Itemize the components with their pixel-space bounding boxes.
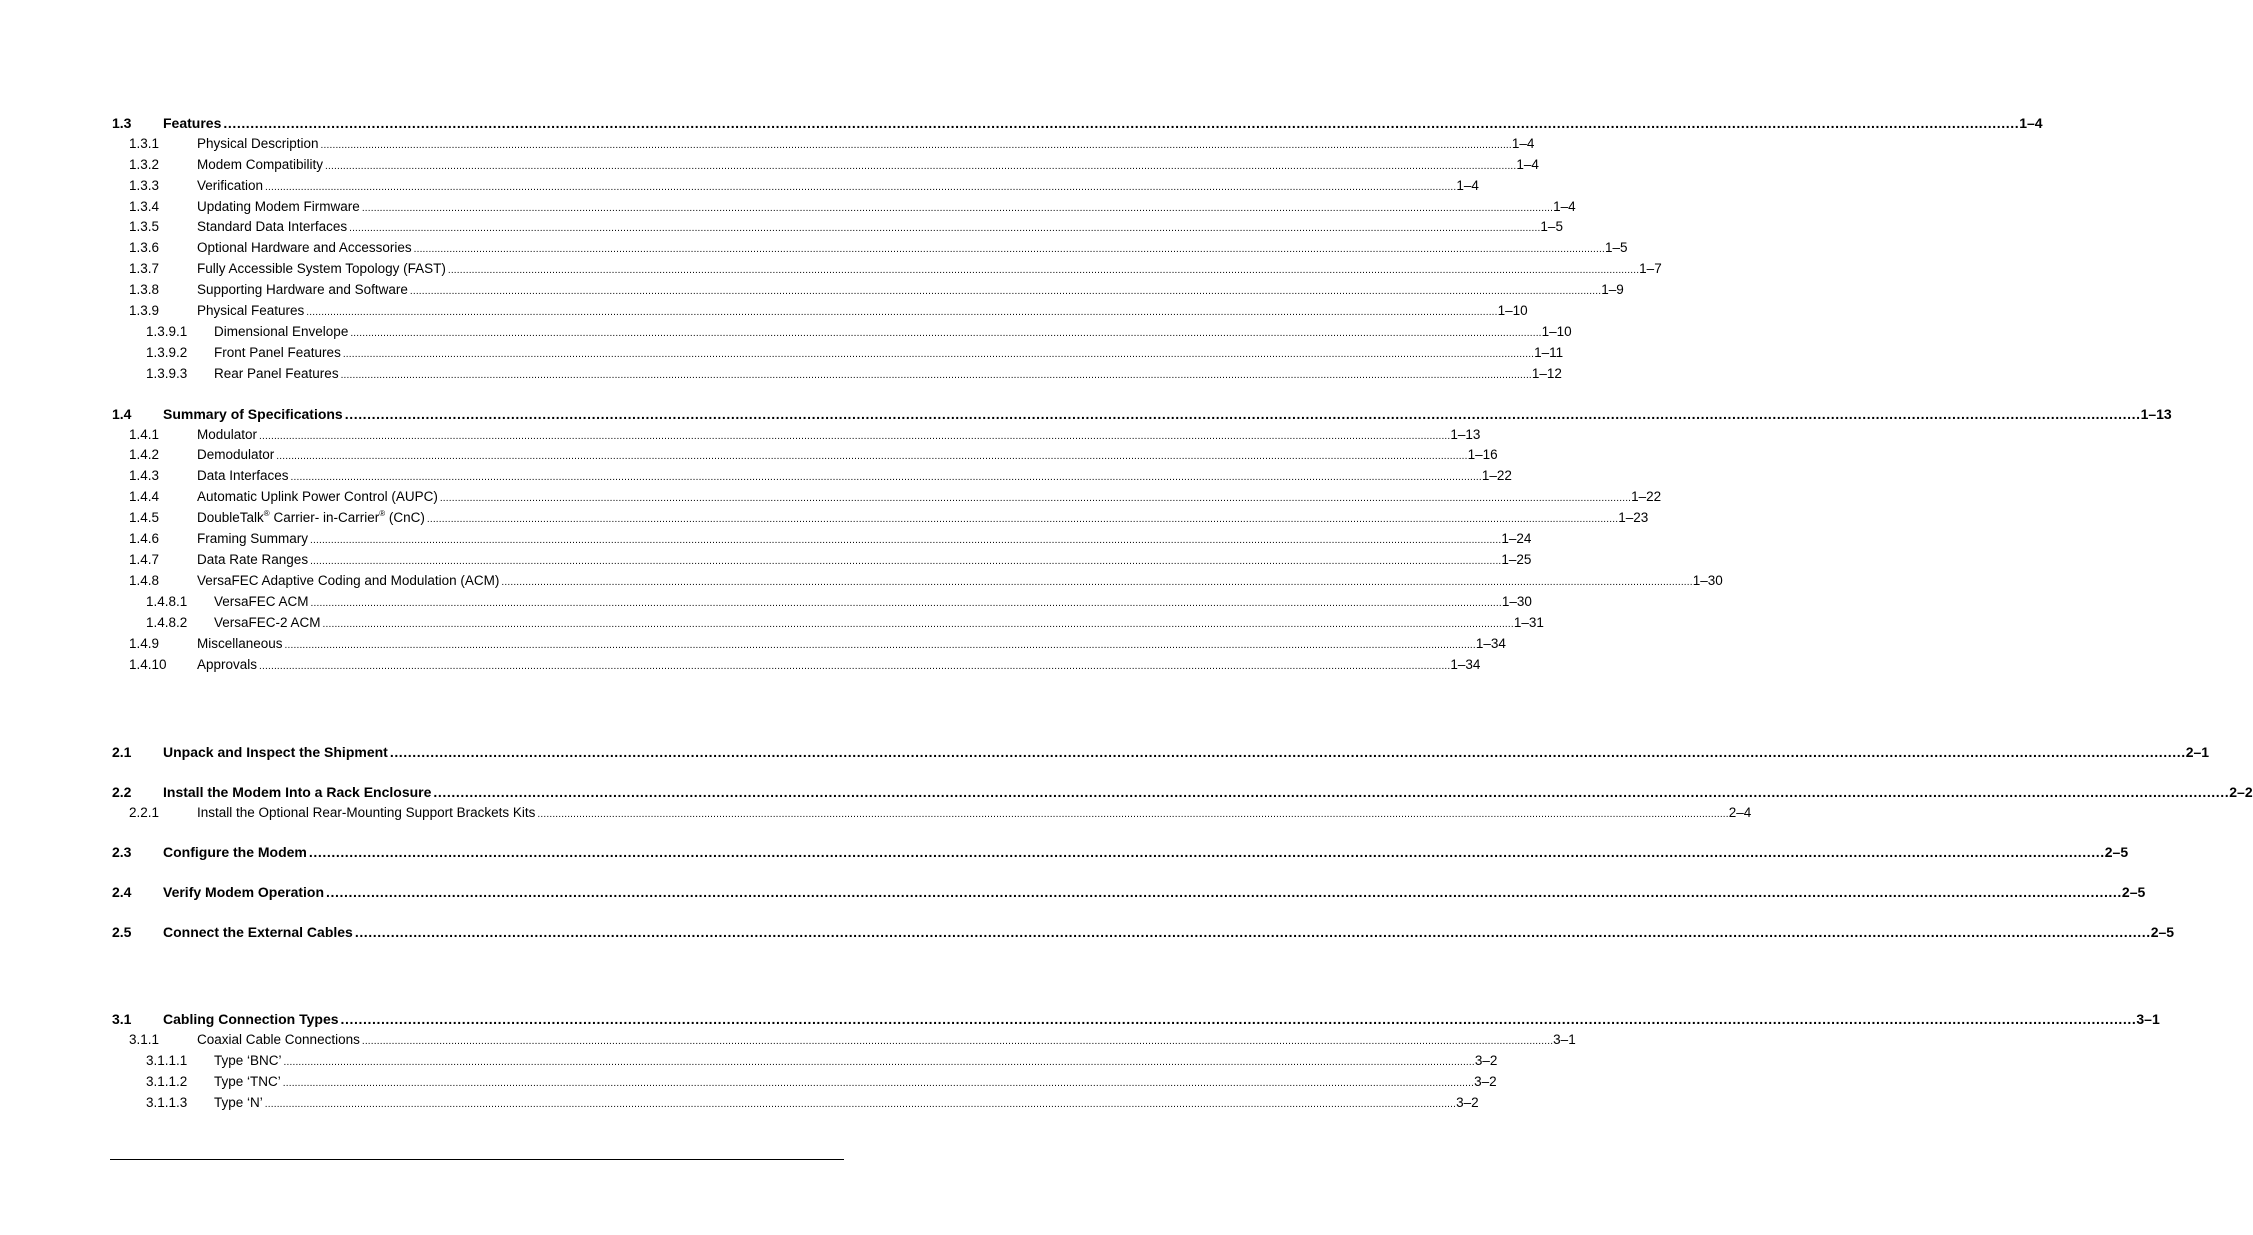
toc-entry-page: 1–10 <box>1541 324 1572 339</box>
toc-entry-number: 1.4.2 <box>129 447 160 462</box>
toc-leader-dots: ................................................................................................................................................................................................................................................................................................................................................................................................................ <box>340 370 1532 381</box>
toc-leader-dots: ................................................................................................................................................................................................................................................................................................................................................................................................................ <box>342 349 1535 360</box>
toc-leader-dots: ................................................................................................................................................................................................................................................................................................................................................................................................................ <box>344 406 2141 422</box>
toc-entry-title[interactable]: Install the Optional Rear-Mounting Support Brackets Kits <box>197 805 536 820</box>
toc-leader-dots: ................................................................................................................................................................................................................................................................................................................................................................................................................ <box>426 514 1619 525</box>
toc-leader-dots: ................................................................................................................................................................................................................................................................................................................................................................................................................ <box>306 307 1498 318</box>
toc-entry-title[interactable]: Configure the Modem <box>163 844 307 860</box>
toc-entry-title[interactable]: Standard Data Interfaces <box>197 219 348 234</box>
toc-entry-title[interactable]: Framing Summary <box>197 531 309 546</box>
toc-entry-number: 1.3.9 <box>129 303 160 318</box>
toc-entry[interactable] <box>0 655 1481 675</box>
toc-entry-title[interactable]: Type ‘N’ <box>214 1095 263 1110</box>
toc-entry[interactable] <box>0 238 1628 258</box>
toc-entry[interactable] <box>0 634 1506 654</box>
toc-entry[interactable] <box>0 301 1528 321</box>
toc-entry-title[interactable]: Coaxial Cable Connections <box>197 1032 360 1047</box>
toc-entry-title[interactable]: Rear Panel Features <box>214 366 339 381</box>
toc-entry-number: 1.3.9.2 <box>146 345 188 360</box>
toc-entry[interactable] <box>0 782 2253 802</box>
toc-entry-title[interactable]: Updating Modem Firmware <box>197 199 360 214</box>
toc-entry-title[interactable]: Miscellaneous <box>197 636 283 651</box>
toc-leader-dots: ................................................................................................................................................................................................................................................................................................................................................................................................................ <box>310 535 1502 546</box>
toc-entry-number: 1.4.5 <box>129 510 160 525</box>
toc-entry-page: 2–5 <box>2121 884 2146 900</box>
toc-entry-title[interactable]: Cabling Connection Types <box>163 1011 339 1027</box>
toc-entry-title[interactable]: Verify Modem Operation <box>163 884 325 900</box>
toc-entry[interactable] <box>0 364 1562 384</box>
toc-leader-dots: ................................................................................................................................................................................................................................................................................................................................................................................................................ <box>501 577 1693 588</box>
toc-entry-number: 1.3 <box>112 115 132 131</box>
toc-entry-page: 1–4 <box>1516 157 1539 172</box>
toc-leader-dots: ................................................................................................................................................................................................................................................................................................................................................................................................................ <box>264 1099 1457 1110</box>
toc-leader-dots: ................................................................................................................................................................................................................................................................................................................................................................................................................ <box>326 884 2122 900</box>
toc-entry[interactable] <box>0 803 1752 823</box>
toc-entry[interactable] <box>0 1009 2160 1029</box>
toc-entry-page: 2–1 <box>2185 744 2210 760</box>
toc-leader-dots: ................................................................................................................................................................................................................................................................................................................................................................................................................ <box>322 619 1514 630</box>
toc-entry-number: 3.1.1.3 <box>146 1095 188 1110</box>
toc-leader-dots: ................................................................................................................................................................................................................................................................................................................................................................................................................ <box>223 115 2020 131</box>
toc-entry[interactable] <box>0 466 1512 486</box>
toc-entry-number: 1.4.10 <box>129 657 167 672</box>
toc-entry-number: 3.1 <box>112 1011 132 1027</box>
toc-entry-number: 2.2.1 <box>129 805 160 820</box>
toc-entry[interactable] <box>0 550 1532 570</box>
toc-entry-number: 2.5 <box>112 924 132 940</box>
toc-leader-dots: ................................................................................................................................................................................................................................................................................................................................................................................................................ <box>361 203 1554 214</box>
toc-leader-dots: ................................................................................................................................................................................................................................................................................................................................................................................................................ <box>310 556 1502 567</box>
toc-entry[interactable] <box>0 842 2129 862</box>
toc-entry-page: 1–4 <box>2019 115 2043 131</box>
toc-entry-page: 1–7 <box>1639 261 1662 276</box>
toc-entry-title[interactable]: Unpack and Inspect the Shipment <box>163 744 388 760</box>
toc-entry-number: 2.2 <box>112 784 132 800</box>
toc-entry[interactable] <box>0 113 2043 133</box>
toc-entry[interactable] <box>0 425 1481 445</box>
toc-entry-number: 1.4.8.1 <box>146 594 188 609</box>
toc-entry[interactable] <box>0 592 1532 612</box>
toc-entry[interactable] <box>0 259 1662 279</box>
toc-leader-dots: ................................................................................................................................................................................................................................................................................................................................................................................................................ <box>409 286 1602 297</box>
toc-entry-title[interactable]: Modulator <box>197 427 258 442</box>
toc-entry[interactable] <box>0 155 1539 175</box>
toc-entry-number: 1.4.4 <box>129 489 160 504</box>
toc-entry[interactable] <box>0 197 1576 217</box>
toc-entry[interactable] <box>0 176 1479 196</box>
toc-entry-number: 1.4.6 <box>129 531 160 546</box>
toc-entry-page: 1–23 <box>1618 510 1649 525</box>
toc-entry-page: 1–16 <box>1467 447 1498 462</box>
toc-entry-number: 3.1.1.2 <box>146 1074 188 1089</box>
toc-entry[interactable] <box>0 1093 1479 1113</box>
toc-entry-page: 3–2 <box>1456 1095 1479 1110</box>
toc-entry-number: 2.4 <box>112 884 132 900</box>
toc-entry-page: 1–5 <box>1604 240 1628 255</box>
toc-entry[interactable] <box>0 134 1535 154</box>
toc-leader-dots: ................................................................................................................................................................................................................................................................................................................................................................................................................ <box>447 265 1640 276</box>
toc-entry-title[interactable]: Install the Modem Into a Rack Enclosure <box>163 784 432 800</box>
toc-entry[interactable] <box>0 529 1532 549</box>
toc-entry-page: 1–25 <box>1501 552 1532 567</box>
toc-leader-dots: ................................................................................................................................................................................................................................................................................................................................................................................................................ <box>290 472 1482 483</box>
toc-entry[interactable] <box>0 445 1498 465</box>
toc-leader-dots: ................................................................................................................................................................................................................................................................................................................................................................................................................ <box>537 809 1729 820</box>
toc-entry-title[interactable]: Verification <box>197 178 264 193</box>
toc-entry-title[interactable]: Front Panel Features <box>214 345 341 360</box>
toc-entry[interactable] <box>0 922 2175 942</box>
toc-entry[interactable] <box>0 343 1564 363</box>
toc-entry-title[interactable]: DoubleTalk® Carrier- in-Carrier® (CnC) <box>197 508 425 525</box>
toc-entry[interactable] <box>0 1030 1576 1050</box>
toc-entry[interactable] <box>0 322 1572 342</box>
toc-entry-number: 3.1.1.1 <box>146 1053 188 1068</box>
toc-entry-page: 3–1 <box>1553 1032 1576 1047</box>
toc-entry-title[interactable]: Approvals <box>197 657 258 672</box>
toc-entry-title[interactable]: Supporting Hardware and Software <box>197 282 408 297</box>
toc-entry[interactable] <box>0 508 1649 528</box>
toc-entry-page: 2–5 <box>2150 924 2175 940</box>
toc-leader-dots: ................................................................................................................................................................................................................................................................................................................................................................................................................ <box>282 1078 1475 1089</box>
toc-entry[interactable] <box>0 404 2172 424</box>
toc-entry-page: 1–4 <box>1511 136 1535 151</box>
toc-entry-title[interactable]: Features <box>163 115 222 131</box>
toc-entry-title[interactable]: Data Interfaces <box>197 468 289 483</box>
toc-leader-dots: ................................................................................................................................................................................................................................................................................................................................................................................................................ <box>283 1057 1475 1068</box>
toc-entry-number: 1.3.3 <box>129 178 160 193</box>
toc-entry[interactable] <box>0 217 1563 237</box>
toc-leader-dots: ................................................................................................................................................................................................................................................................................................................................................................................................................ <box>265 182 1457 193</box>
toc-leader-dots: ................................................................................................................................................................................................................................................................................................................................................................................................................ <box>308 844 2105 860</box>
toc-entry-title[interactable]: Type ‘BNC’ <box>214 1053 282 1068</box>
toc-entry-number: 1.4.3 <box>129 468 160 483</box>
toc-entry-page: 1–5 <box>1540 219 1563 234</box>
toc-entry-title[interactable]: Physical Description <box>197 136 319 151</box>
toc-entry-title[interactable]: VersaFEC ACM <box>214 594 309 609</box>
toc-entry-title[interactable]: Dimensional Envelope <box>214 324 349 339</box>
toc-entry[interactable] <box>0 571 1723 591</box>
toc-entry-page: 1–22 <box>1631 489 1662 504</box>
footer-rule <box>110 1159 844 1160</box>
toc-entry-number: 1.4.7 <box>129 552 160 567</box>
toc-entry-title[interactable]: Type ‘TNC’ <box>214 1074 281 1089</box>
toc-entry-title[interactable]: Fully Accessible System Topology (FAST) <box>197 261 446 276</box>
toc-entry-number: 1.3.4 <box>129 199 160 214</box>
toc-leader-dots: ................................................................................................................................................................................................................................................................................................................................................................................................................ <box>439 493 1632 504</box>
toc-entry-title[interactable]: Data Rate Ranges <box>197 552 309 567</box>
toc-entry-page: 1–34 <box>1475 636 1506 651</box>
toc-entry-title[interactable]: Physical Features <box>197 303 305 318</box>
toc-entry-title[interactable]: Demodulator <box>197 447 275 462</box>
toc-entry-page: 1–34 <box>1450 657 1481 672</box>
toc-entry-page: 1–10 <box>1497 303 1528 318</box>
toc-entry-page: 1–4 <box>1553 199 1576 214</box>
toc-entry-title[interactable]: Optional Hardware and Accessories <box>197 240 412 255</box>
toc-entry-page: 1–30 <box>1692 573 1723 588</box>
toc-entry-title[interactable]: VersaFEC Adaptive Coding and Modulation (ACM) <box>197 573 500 588</box>
toc-leader-dots: ................................................................................................................................................................................................................................................................................................................................................................................................................ <box>259 661 1451 672</box>
toc-entry-page: 2–5 <box>2104 844 2129 860</box>
toc-entry-number: 1.3.7 <box>129 261 160 276</box>
toc-entry-page: 1–9 <box>1601 282 1624 297</box>
toc-entry-page: 3–2 <box>1474 1053 1498 1068</box>
toc-entry-number: 1.4.9 <box>129 636 160 651</box>
toc-leader-dots: ................................................................................................................................................................................................................................................................................................................................................................................................................ <box>310 598 1502 609</box>
toc-entry[interactable] <box>0 882 2146 902</box>
toc-entry-title[interactable]: Connect the External Cables <box>163 924 353 940</box>
toc-entry[interactable] <box>0 280 1624 300</box>
toc-entry-number: 1.3.2 <box>129 157 160 172</box>
toc-entry-page: 1–13 <box>2140 406 2172 422</box>
toc-leader-dots: ................................................................................................................................................................................................................................................................................................................................................................................................................ <box>350 328 1542 339</box>
toc-entry[interactable] <box>0 487 1662 507</box>
toc-entry-number: 1.3.9.1 <box>146 324 188 339</box>
toc-leader-dots: ................................................................................................................................................................................................................................................................................................................................................................................................................ <box>349 223 1541 234</box>
toc-entry-number: 1.3.6 <box>129 240 160 255</box>
toc-entry-page: 1–24 <box>1501 531 1532 546</box>
toc-entry-number: 1.4 <box>112 406 132 422</box>
toc-entry[interactable] <box>0 742 2210 762</box>
toc-entry-page: 1–4 <box>1456 178 1479 193</box>
toc-entry-number: 1.3.9.3 <box>146 366 188 381</box>
toc-leader-dots: ................................................................................................................................................................................................................................................................................................................................................................................................................ <box>259 431 1451 442</box>
toc-entry-number: 2.3 <box>112 844 132 860</box>
toc-entry-page: 1–31 <box>1513 615 1544 630</box>
toc-leader-dots: ................................................................................................................................................................................................................................................................................................................................................................................................................ <box>389 744 2186 760</box>
toc-entry-title[interactable]: Summary of Specifications <box>163 406 343 422</box>
toc-entry-page: 1–22 <box>1481 468 1512 483</box>
toc-entry-title[interactable]: Automatic Uplink Power Control (AUPC) <box>197 489 438 504</box>
toc-entry-number: 1.4.8 <box>129 573 160 588</box>
toc-leader-dots: ................................................................................................................................................................................................................................................................................................................................................................................................................ <box>284 640 1476 651</box>
toc-entry-page: 3–1 <box>2136 1011 2160 1027</box>
toc-entry[interactable] <box>0 613 1544 633</box>
toc-entry-number: 1.3.8 <box>129 282 160 297</box>
toc-entry[interactable] <box>0 1051 1498 1071</box>
toc-entry-number: 1.4.8.2 <box>146 615 188 630</box>
toc-leader-dots: ................................................................................................................................................................................................................................................................................................................................................................................................................ <box>361 1036 1554 1047</box>
toc-entry-page: 1–13 <box>1450 427 1481 442</box>
toc-leader-dots: ................................................................................................................................................................................................................................................................................................................................................................................................................ <box>340 1011 2137 1027</box>
toc-entry-page: 1–11 <box>1534 345 1564 360</box>
toc-entry[interactable] <box>0 1072 1497 1092</box>
toc-entry-number: 1.3.1 <box>129 136 160 151</box>
toc-entry-page: 2–2 <box>2229 784 2253 800</box>
toc-entry-number: 2.1 <box>112 744 132 760</box>
toc-entry-number: 3.1.1 <box>129 1032 160 1047</box>
toc-entry-number: 1.4.1 <box>129 427 160 442</box>
toc-leader-dots: ................................................................................................................................................................................................................................................................................................................................................................................................................ <box>320 140 1512 151</box>
toc-entry-page: 1–12 <box>1531 366 1562 381</box>
toc-entry-page: 1–30 <box>1501 594 1532 609</box>
toc-leader-dots: ................................................................................................................................................................................................................................................................................................................................................................................................................ <box>325 161 1517 172</box>
toc-leader-dots: ................................................................................................................................................................................................................................................................................................................................................................................................................ <box>413 244 1605 255</box>
toc-leader-dots: ................................................................................................................................................................................................................................................................................................................................................................................................................ <box>276 451 1468 462</box>
toc-entry-title[interactable]: Modem Compatibility <box>197 157 324 172</box>
toc-leader-dots: ................................................................................................................................................................................................................................................................................................................................................................................................................ <box>354 924 2151 940</box>
toc-entry-page: 2–4 <box>1728 805 1752 820</box>
toc-entry-number: 1.3.5 <box>129 219 160 234</box>
toc-leader-dots: ................................................................................................................................................................................................................................................................................................................................................................................................................ <box>433 784 2230 800</box>
toc-entry-title[interactable]: VersaFEC-2 ACM <box>214 615 321 630</box>
toc-entry-page: 3–2 <box>1474 1074 1497 1089</box>
